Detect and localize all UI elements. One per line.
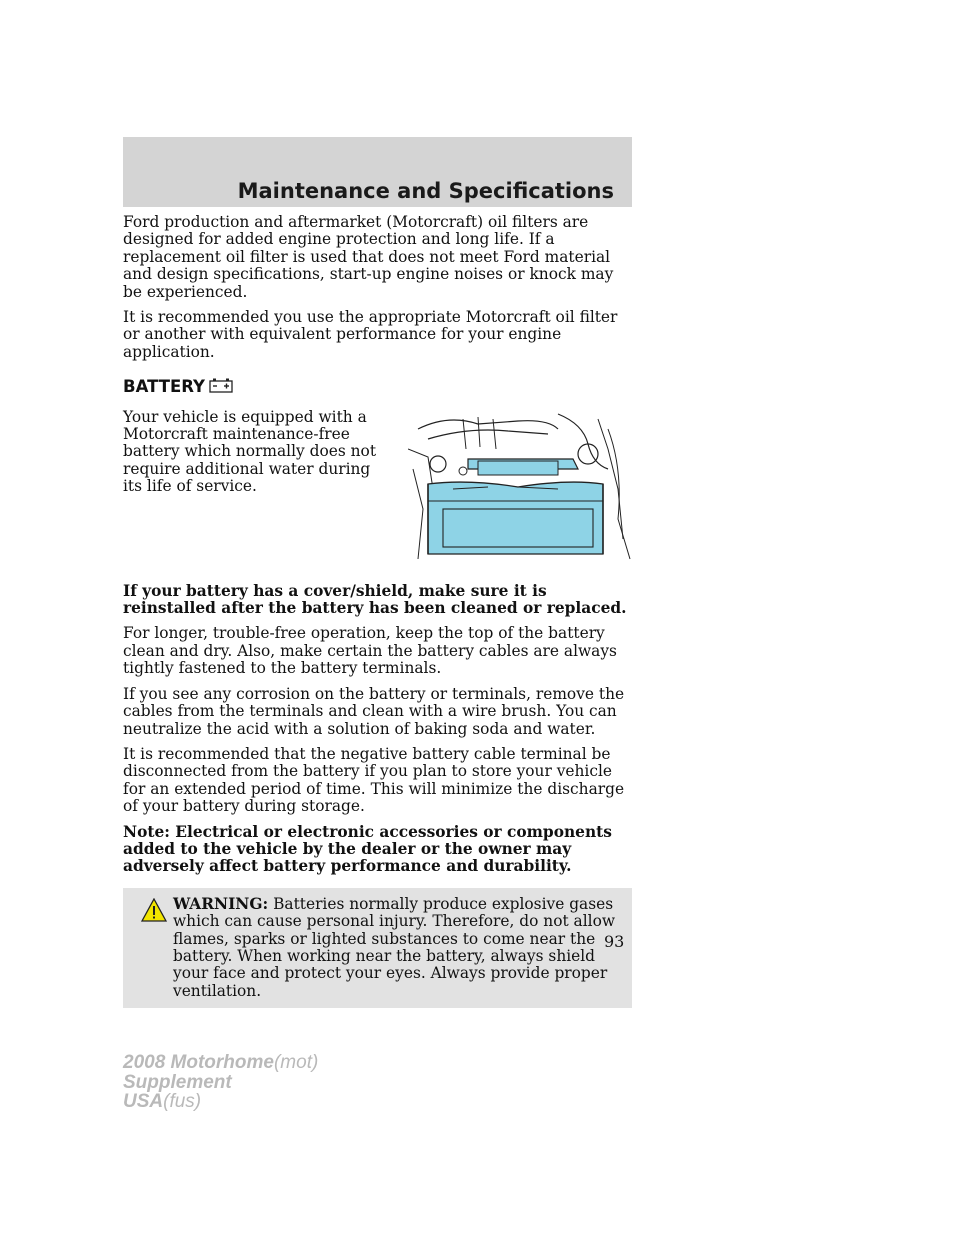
paragraph-battery-corrosion: If you see any corrosion on the battery or terminals, remove the cables from the terminals and clean with a wire brush. You can neutralize the acid with a solution of baking soda and water.	[123, 684, 625, 738]
paragraph-battery-storage: It is recommended that the negative battery cable terminal be disconnected from the battery if you plan to store your vehicle for an extended period of time. This will minimize the discharge of your battery during storage.	[123, 744, 625, 816]
page-number: 93	[604, 932, 625, 951]
footer-model-code: (mot)	[273, 1052, 319, 1073]
section-title: Maintenance and Specifications	[237, 179, 614, 203]
warning-content	[123, 894, 625, 1000]
paragraph-battery-clean: For longer, trouble-free operation, keep the top of the battery clean and dry. Also, make certain the battery cables are always tightly fastened to the battery terminals.	[123, 624, 617, 678]
footer-info	[123, 1053, 318, 1112]
battery-intro-row	[123, 409, 632, 567]
battery-heading-text: BATTERY	[123, 377, 205, 397]
paragraph-oil-filters: Ford production and aftermarket (Motorcraft) oil filters are designed for added engine protection and long life. If a replacement oil filter is used that does not meet Ford material and design specifications, start-up engine noises or knock may be experienced.	[123, 213, 614, 301]
battery-heading	[123, 377, 632, 396]
footer-region-code: (fus)	[163, 1091, 202, 1112]
battery-intro-text: Your vehicle is equipped with a Motorcraft maintenance-free battery which normally does not require additional water during its life of service.	[123, 407, 376, 496]
footer-supplement: Supplement	[123, 1071, 232, 1093]
warning-label: WARNING:	[173, 894, 269, 913]
battery-icon	[209, 377, 233, 396]
footer-model: 2008 Motorhome	[123, 1052, 274, 1073]
warning-box	[123, 888, 632, 1008]
section-header	[123, 137, 632, 207]
page-content	[123, 214, 632, 1008]
battery-illustration	[408, 409, 632, 567]
paragraph-oil-filter-recommendation: It is recommended you use the appropriate Motorcraft oil filter or another with equivalent performance for your engine application.	[123, 308, 618, 361]
warning-text: Batteries normally produce explosive gases which can cause personal injury. Therefore, do not allow flames, sparks or lighted substances to come near the battery. When working near the battery, always shield your face and protect your eyes. Always provide proper ventilation.	[173, 894, 616, 1000]
battery-note: Note: Electrical or electronic accessories or components added to the vehicle by the dealer or the owner may adversely affect battery performance and durability.	[123, 822, 612, 876]
footer-region: USA	[123, 1091, 164, 1112]
warning-triangle-icon	[141, 898, 167, 926]
battery-cover-note: If your battery has a cover/shield, make sure it is reinstalled after the battery has been cleaned or replaced.	[123, 581, 627, 618]
